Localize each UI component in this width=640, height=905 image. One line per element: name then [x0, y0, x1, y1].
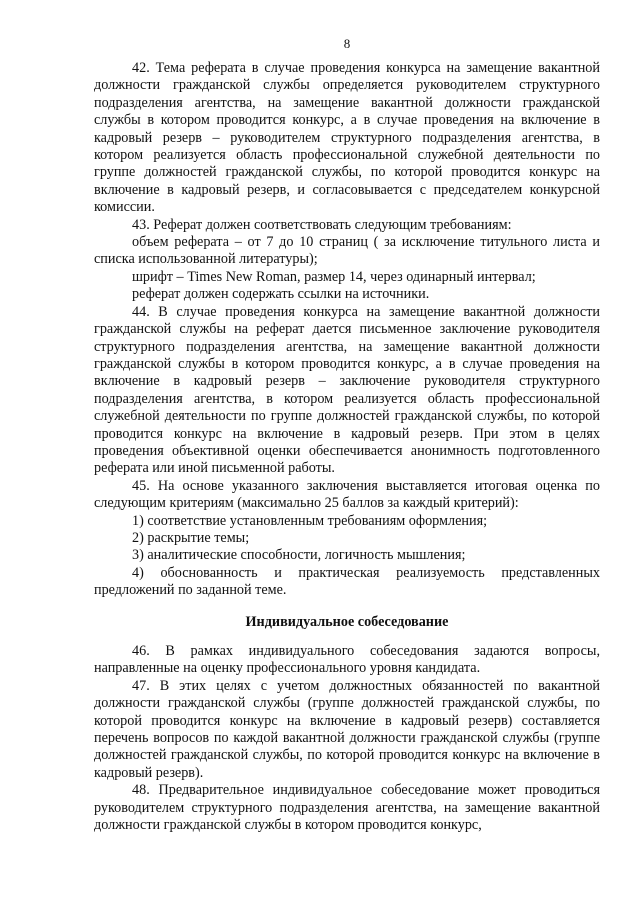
paragraph-44: 44. В случае проведения конкурса на замещение вакантной должности гражданской службы на реферат дается письменное заключение руководителя структурного подразделения агентства, на замещение вакантной должности гражданской службы в котором проводится конкурс, а в случае проведения на включение в кадровый резерв – заключение руководителя структурного подразделения агентства, в котором реализуется область профессиональной служебной деятельности по группе должностей гражданской службы, по которой проводится конкурс на включение в кадровый резерв. При этом в целях проведения объективной оценки обеспечивается анонимность подготовленного реферата или иной письменной работы.	[94, 303, 600, 477]
requirement-font: шрифт – Times New Roman, размер 14, через одинарный интервал;	[132, 268, 536, 285]
criterion-2: 2) раскрытие темы;	[132, 529, 250, 546]
paragraph-43: 43. Реферат должен соответствовать следующим требованиям:	[132, 216, 512, 233]
paragraph-48: 48. Предварительное индивидуальное собеседование может проводиться руководителем структурного подразделения агентства, на замещение вакантной должности гражданской службы в котором проводится конкурс,	[94, 782, 600, 834]
requirement-references: реферат должен содержать ссылки на источники.	[132, 286, 430, 303]
criterion-3: 3) аналитические способности, логичность мышления;	[132, 547, 466, 564]
criterion-1: 1) соответствие установленным требованиям оформления;	[132, 512, 488, 529]
page-number: 8	[343, 36, 351, 51]
paragraph-47: 47. В этих целях с учетом должностных обязанностей по вакантной должности гражданской службы (группе должностей гражданской службы, по которой проводится конкурс на включение в кадровый резерв) составляется перечень вопросов по каждой вакантной должности гражданской службы (группе должностей гражданской службы, по которой проводится конкурс на включение в кадровый резерв).	[94, 677, 600, 781]
paragraph-46: 46. В рамках индивидуального собеседования задаются вопросы, направленные на оценку профессионального уровня кандидата.	[94, 643, 600, 677]
requirement-volume: объем реферата – от 7 до 10 страниц ( за исключение титульного листа и списка использованной литературы);	[94, 234, 600, 268]
paragraph-45: 45. На основе указанного заключения выставляется итоговая оценка по следующим критериям (максимально 25 баллов за каждый критерий):	[94, 477, 600, 512]
criterion-4: 4) обоснованность и практическая реализуемость представленных предложений по заданной теме.	[94, 564, 600, 599]
paragraph-42: 42. Тема реферата в случае проведения конкурса на замещение вакантной должности гражданской службы определяется руководителем структурного подразделения агентства, на замещение вакантной должности гражданской службы в котором проводится конкурс, а в случае проведения на включение в кадровый резерв – руководителем структурного подразделения агентства, в котором реализуется область профессиональной служебной деятельности по группе должностей гражданской службы, по которой проводится конкурс на включение в кадровый резерв, и согласовывается с председателем конкурсной комиссии.	[94, 60, 600, 216]
section-heading: Индивидуальное собеседование	[245, 613, 449, 630]
